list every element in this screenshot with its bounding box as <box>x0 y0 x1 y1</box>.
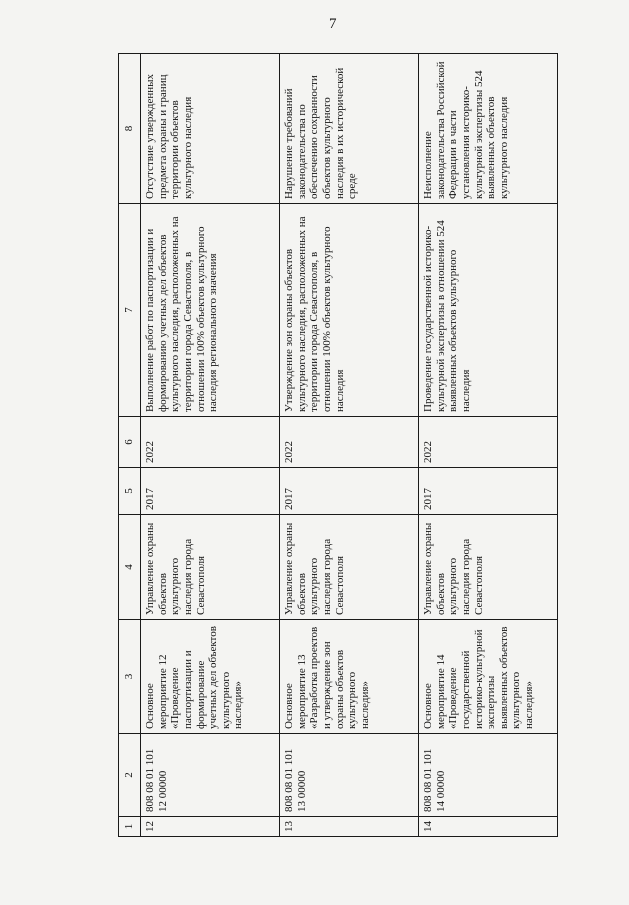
page-number: 7 <box>329 16 337 32</box>
non-implementation-consequence: Нарушение требований законодательства по обеспечению сохранности объектов культурного наследия в их исторической среде <box>280 54 419 204</box>
row-number: 14 <box>419 817 558 837</box>
non-implementation-consequence: Неисполнение законодательства Российской Федерации в части установления историко-культурной экспертизы 524 выявленных объектов культурного наследия <box>419 54 558 204</box>
end-year: 2022 <box>141 417 280 468</box>
budget-code: 808 08 01 101 14 00000 <box>419 734 558 817</box>
start-year: 2017 <box>419 468 558 515</box>
expected-result: Проведение государственной историко-культурной экспертизы в отношении 524 выявленных объектов культурного наследия <box>419 204 558 417</box>
column-header: 8 <box>119 54 141 204</box>
start-year: 2017 <box>141 468 280 515</box>
rotated-table-container <box>118 54 558 837</box>
column-header: 2 <box>119 734 141 817</box>
end-year: 2022 <box>280 417 419 468</box>
column-header: 3 <box>119 620 141 734</box>
column-header: 1 <box>119 817 141 837</box>
event-name: Основное мероприятие 13 «Разработка проектов и утверждение зон охраны объектов культурного наследия» <box>280 620 419 734</box>
executor: Управление охраны объектов культурного наследия города Севастополя <box>141 515 280 620</box>
row-number: 13 <box>280 817 419 837</box>
non-implementation-consequence: Отсутствие утвержденных предмета охраны и границ территории объектов культурного наследия <box>141 54 280 204</box>
column-header: 5 <box>119 468 141 515</box>
column-header: 4 <box>119 515 141 620</box>
start-year: 2017 <box>280 468 419 515</box>
event-name: Основное мероприятие 12 «Проведение паспортизации и формирование учетных дел объектов культурного наследия» <box>141 620 280 734</box>
row-number: 12 <box>141 817 280 837</box>
event-name: Основное мероприятие 14 «Проведение государственной историко-культурной экспертизы выявленных объектов культурного наследия» <box>419 620 558 734</box>
end-year: 2022 <box>419 417 558 468</box>
program-events-table <box>118 53 558 837</box>
column-header: 7 <box>119 204 141 417</box>
column-header: 6 <box>119 417 141 468</box>
executor: Управление охраны объектов культурного наследия города Севастополя <box>419 515 558 620</box>
budget-code: 808 08 01 101 13 00000 <box>280 734 419 817</box>
header-row <box>119 54 141 837</box>
budget-code: 808 08 01 101 12 00000 <box>141 734 280 817</box>
executor: Управление охраны объектов культурного наследия города Севастополя <box>280 515 419 620</box>
table-row <box>141 54 280 837</box>
expected-result: Выполнение работ по паспортизации и формированию учетных дел объектов культурного наследия, расположенных на территории города Севастополя, в отношении 100% объектов культурного наследия регионального значения <box>141 204 280 417</box>
table-row <box>419 54 558 837</box>
table-row <box>280 54 419 837</box>
expected-result: Утверждение зон охраны объектов культурного наследия, расположенных на территории города Севастополя, в отношении 100% объектов культурного наследия <box>280 204 419 417</box>
